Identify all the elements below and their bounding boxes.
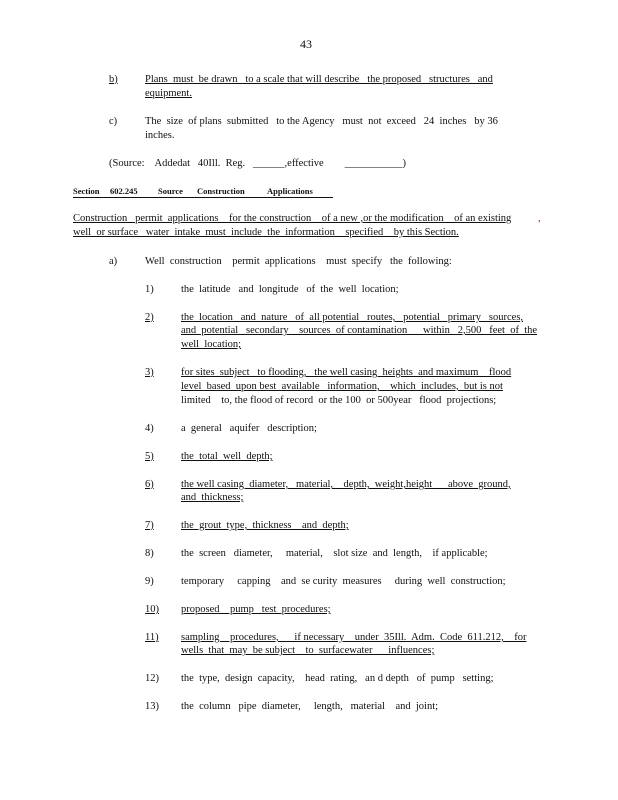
section-title-word-2: Construction bbox=[197, 186, 245, 196]
item-text: limited to, the flood of record or the 100 or 500year flood projections; bbox=[181, 395, 497, 406]
item-text: the type, design capacity, head rating, an d depth of pump setting; bbox=[181, 673, 494, 684]
item-number: 11) bbox=[145, 632, 159, 643]
item-number: 4) bbox=[145, 423, 154, 434]
item-b-label: b) bbox=[109, 74, 118, 85]
item-text: well location; bbox=[181, 339, 242, 350]
item-text: a general aquifer description; bbox=[181, 423, 317, 434]
item-text: wells that may be subject to surfacewater influences; bbox=[181, 645, 435, 656]
item-number: 3) bbox=[145, 367, 154, 378]
item-text: the grout type, thickness and depth; bbox=[181, 520, 349, 531]
item-number: 8) bbox=[145, 548, 154, 559]
item-b-line-1: Plans must be drawn to a scale that will describe the proposed structures and bbox=[145, 74, 493, 85]
item-text: proposed pump test procedures; bbox=[181, 604, 331, 615]
section-header-underline bbox=[73, 197, 333, 198]
item-text: level based upon best available information, which includes, but is not bbox=[181, 381, 503, 392]
item-text: temporary capping and se curity measures during well construction; bbox=[181, 576, 506, 587]
item-number: 12) bbox=[145, 673, 159, 684]
item-number: 13) bbox=[145, 701, 159, 712]
intro-red-mark: , bbox=[538, 213, 541, 224]
item-text: sampling procedures, if necessary under 35Ill. Adm. Code 611.212, for bbox=[181, 632, 527, 643]
intro-line-2: well or surface water intake must include the information specified by this Section. bbox=[73, 227, 459, 238]
item-number: 1) bbox=[145, 284, 154, 295]
section-title-word-3: Applications bbox=[267, 186, 313, 196]
section-code: 602.245 bbox=[110, 186, 138, 196]
item-text: and thickness; bbox=[181, 492, 244, 503]
item-number: 6) bbox=[145, 479, 154, 490]
page-number: 43 bbox=[300, 37, 312, 51]
item-text: the column pipe diameter, length, material and joint; bbox=[181, 701, 439, 712]
item-c-line-1: The size of plans submitted to the Agency must not exceed 24 inches by 36 bbox=[145, 116, 498, 127]
item-text: for sites subject to flooding, the well casing heights and maximum flood bbox=[181, 367, 512, 378]
item-number: 2) bbox=[145, 312, 154, 323]
item-text: the well casing diameter, material, depth, weight,height above ground, bbox=[181, 479, 511, 490]
item-text: the location and nature of all potential routes, potential primary sources, bbox=[181, 312, 524, 323]
item-c-label: c) bbox=[109, 116, 118, 127]
item-number: 7) bbox=[145, 520, 154, 531]
section-number-label: Section bbox=[73, 186, 100, 196]
item-b-line-2: equipment. bbox=[145, 88, 192, 99]
item-number: 5) bbox=[145, 451, 154, 462]
item-number: 9) bbox=[145, 576, 154, 587]
item-c-line-2: inches. bbox=[145, 130, 175, 141]
subsection-a-text: Well construction permit applications must specify the following: bbox=[145, 256, 452, 267]
source-note: (Source: Addedat 40Ill. Reg. ______,effective ___________) bbox=[109, 158, 406, 169]
intro-line-1: Construction permit applications for the construction of a new ,or the modification of an existing bbox=[73, 213, 512, 224]
item-text: and potential secondary sources of contamination within 2,500 feet of the bbox=[181, 325, 538, 336]
section-title-word-1: Source bbox=[158, 186, 183, 196]
item-text: the screen diameter, material, slot size and length, if applicable; bbox=[181, 548, 488, 559]
item-text: the latitude and longitude of the well location; bbox=[181, 284, 399, 295]
item-text: the total well depth; bbox=[181, 451, 273, 462]
item-number: 10) bbox=[145, 604, 159, 615]
subsection-a-label: a) bbox=[109, 256, 118, 267]
